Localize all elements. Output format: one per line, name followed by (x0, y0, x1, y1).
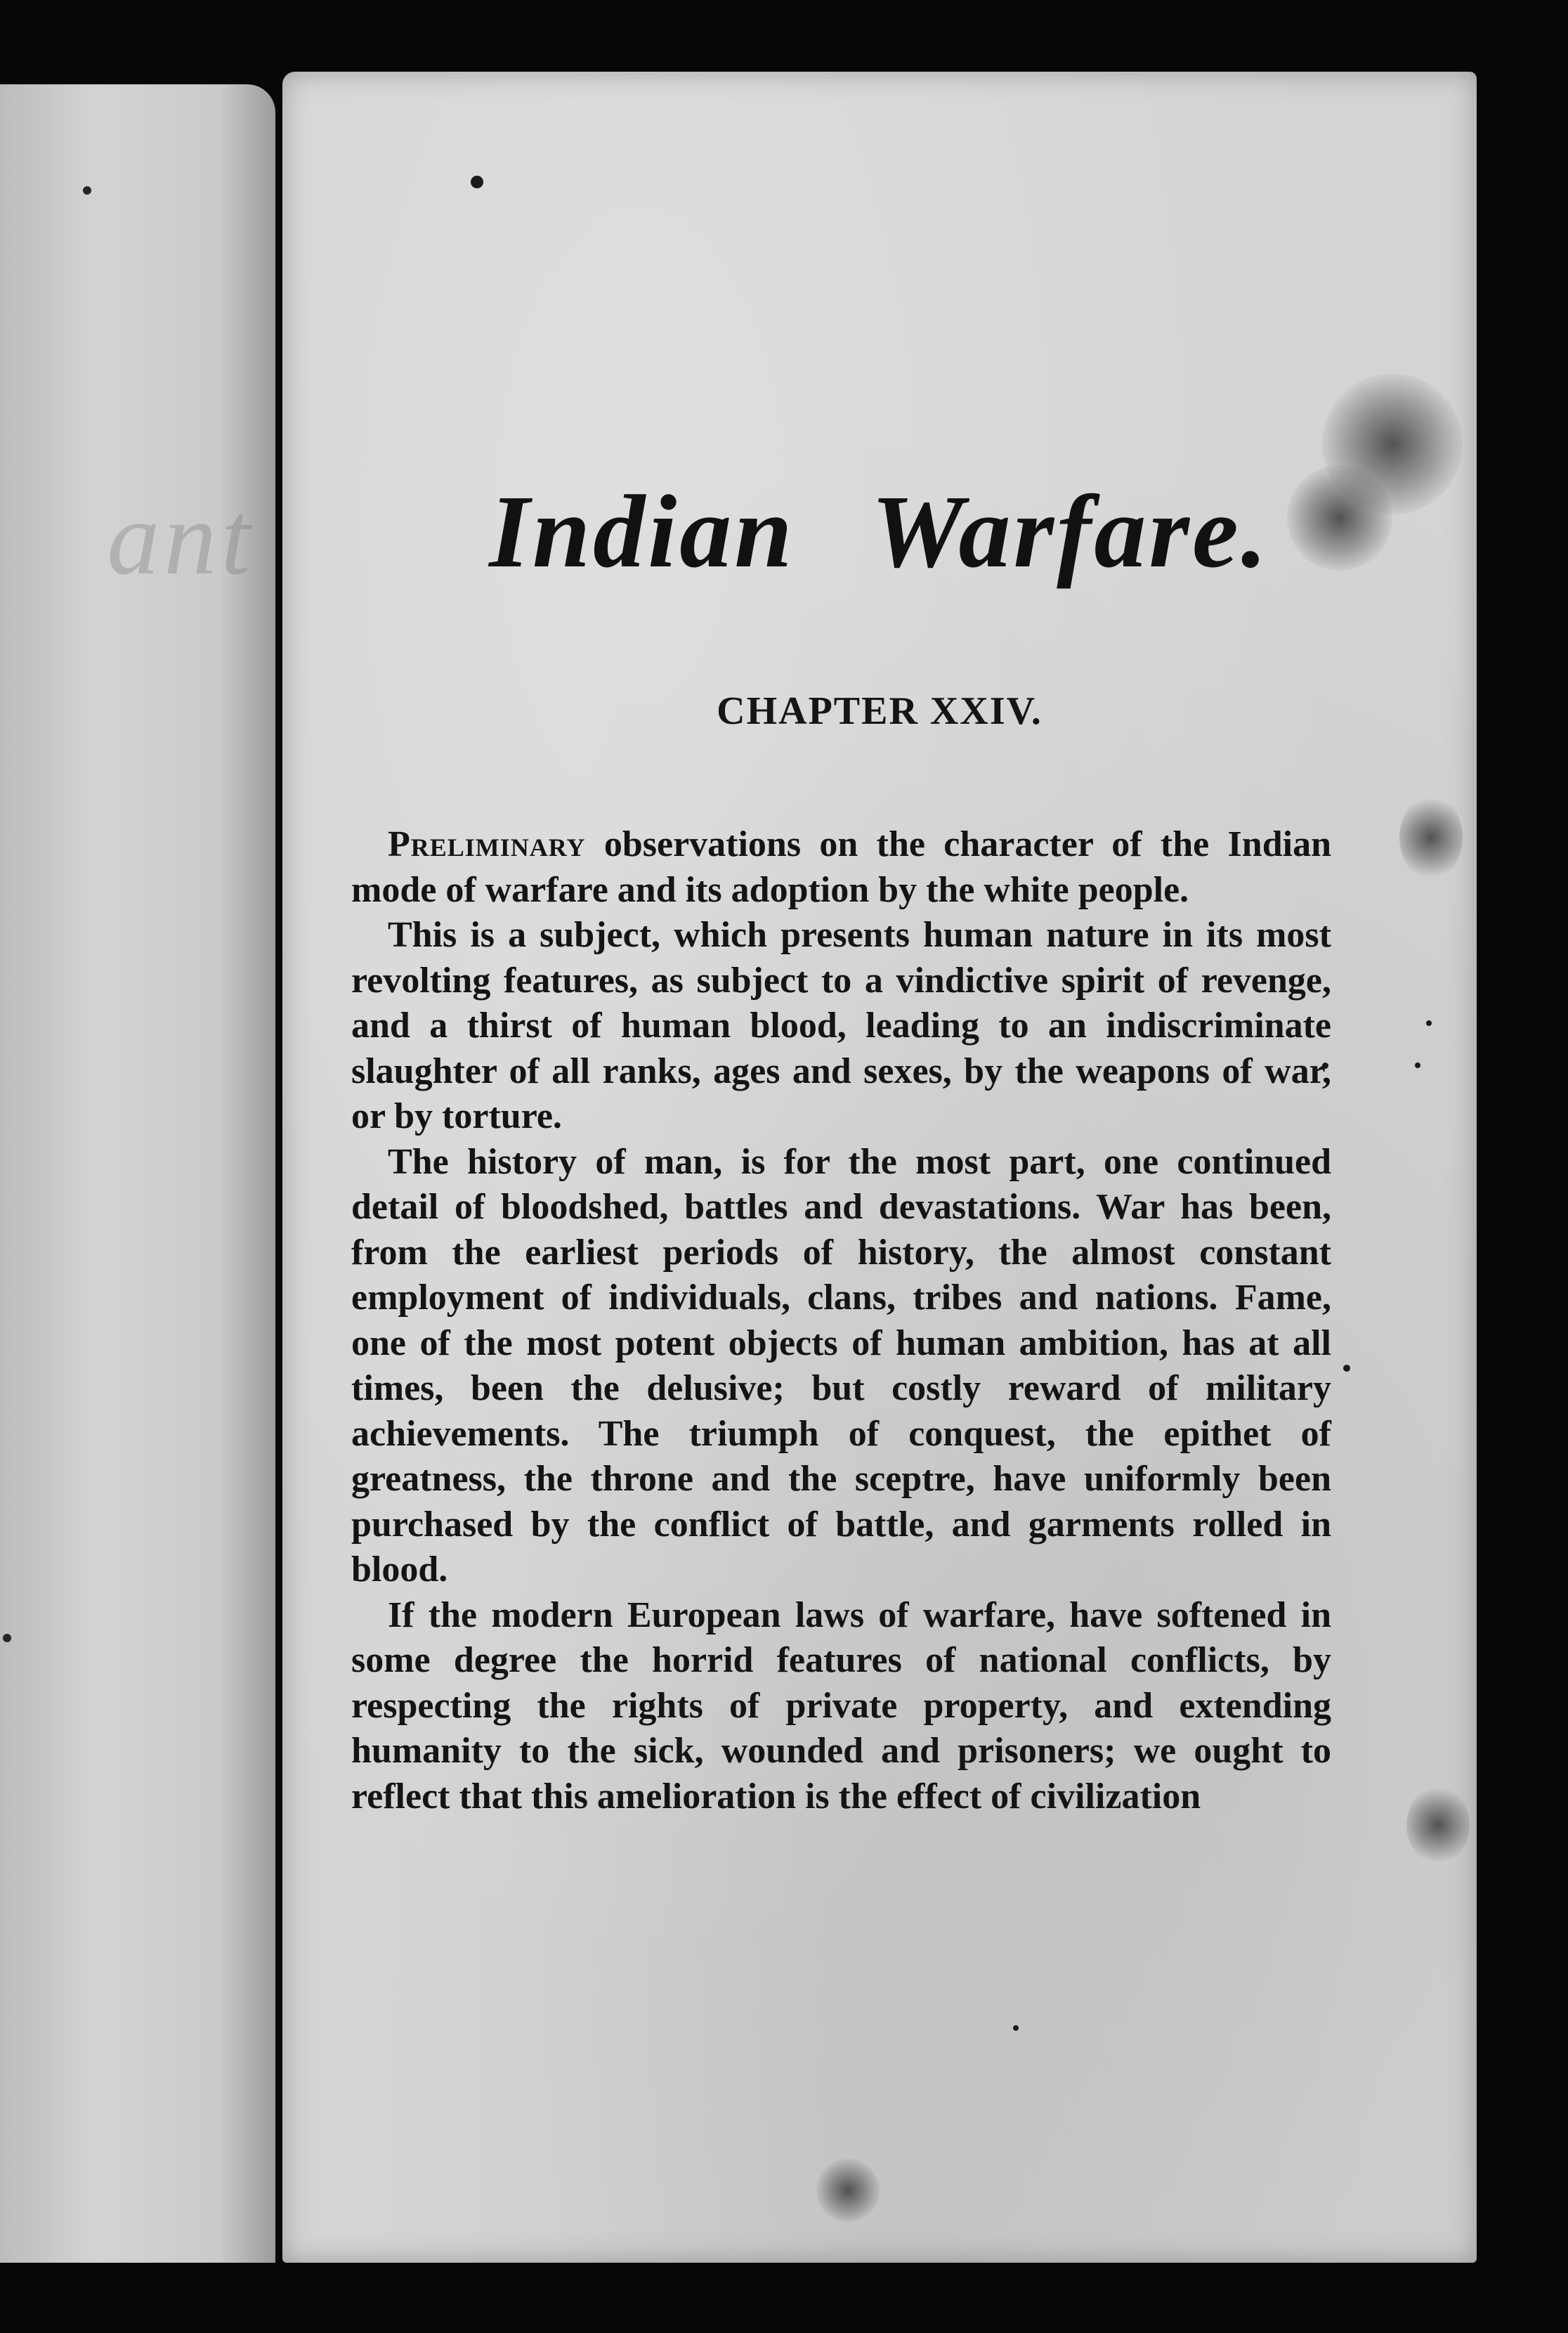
ink-speck (1415, 1062, 1420, 1068)
paragraph-lead-word: Preliminary (388, 824, 586, 864)
ink-speck (471, 176, 483, 188)
chapter-body (351, 822, 1331, 1819)
chapter-heading: CHAPTER XXIV. (717, 689, 1043, 733)
ink-speck (83, 186, 91, 195)
ink-stain (816, 2159, 880, 2222)
ink-speck (1426, 1020, 1432, 1026)
book-page (282, 72, 1477, 2263)
paragraph (351, 822, 1331, 913)
ink-speck (1343, 1365, 1350, 1372)
paragraph: If the modern European laws of warfare, have softened in some degree the horrid features of national conflicts, by respecting the rights of private property, and extending humanity to the sick, wounded and prisoners; we ought to reflect that this amelioration is the effect of civilization (351, 1594, 1331, 1817)
page-title: Indian Warfare. (489, 474, 1270, 590)
paragraph: The history of man, is for the most part, one continued detail of bloodshed, battles and devastations. War has been, from the earliest periods of history, the almost constant employment of individuals, clans, tribes and nations. Fame, one of the most potent objects of human ambition, has at all times, been the delusive; but costly reward of military achievements. The triumph of conquest, the epithet of greatness, the throne and the sceptre, have uniformly been purchased by the conflict of battle, and garments rolled in blood. (351, 1141, 1331, 1590)
left-facing-page (0, 84, 275, 2263)
ink-speck (3, 1634, 11, 1642)
paragraph-text: observations on the character of the Indian mode of warfare and its adoption by the white people. (351, 824, 1331, 910)
ink-speck (1013, 2025, 1019, 2031)
bleed-through-text: ant (107, 480, 254, 597)
ink-stain (1399, 795, 1463, 880)
ink-stain (1406, 1786, 1470, 1864)
paragraph: This is a subject, which presents human nature in its most revolting features, as subject to a vindictive spirit of revenge, and a thirst of human blood, leading to an indiscriminate slaughter of all ranks, ages and sexes, by the weapons of war, or by torture. (351, 915, 1331, 1136)
